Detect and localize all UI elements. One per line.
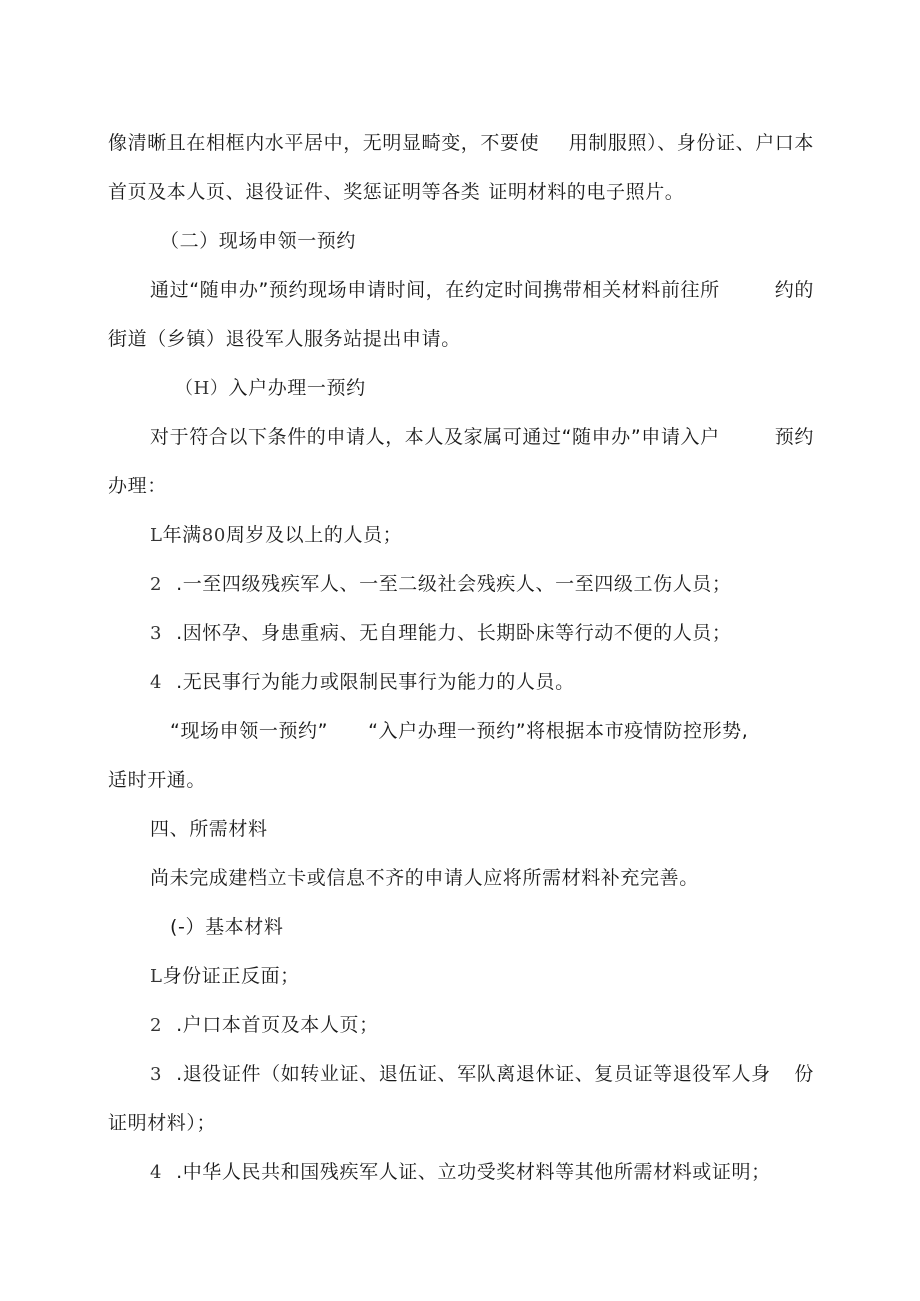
heading-text: 入户办理一预约 <box>228 377 366 399</box>
text-segment: 办理： <box>108 475 167 497</box>
list-item-material-3-line-2 <box>108 1111 216 1135</box>
text-segment: 首页及本人页、退役证件、奖惩证明等各类 <box>108 181 481 203</box>
text-segment: 街道（乡镇）退役军人服务站提出申请。 <box>108 328 461 350</box>
heading-prefix: （H） <box>175 378 229 399</box>
list-number: 2 <box>150 574 163 595</box>
list-number: 3 <box>150 1064 163 1085</box>
list-item-material-3-line-1 <box>150 1062 814 1087</box>
text-segment: 份 <box>794 1063 814 1085</box>
text-segment: 尚未完成建档立卡或信息不齐的申请人应将所需材料补充完善。 <box>150 867 699 889</box>
list-number: 2 <box>150 1015 163 1036</box>
heading-basic-materials <box>170 915 283 939</box>
list-marker: L <box>150 525 163 546</box>
text-segment: “入户办理一预约”将根据本市疫情防控形势, <box>368 720 749 742</box>
heading-required-materials <box>150 817 268 841</box>
text-segment: 适时开通。 <box>108 769 207 791</box>
list-item-condition-4 <box>150 670 575 695</box>
text-segment: .退役证件（如转业证、退伍证、军队离退休证、复员证等退役军人身 <box>176 1063 771 1085</box>
text-segment: “现场申领一预约” <box>170 720 329 742</box>
text-segment: 证明材料）； <box>108 1112 217 1134</box>
paragraph-home-visit-line-2 <box>108 474 167 498</box>
list-number: 4 <box>150 1162 163 1183</box>
text-segment: 用制服照）、身份证、户口本 <box>568 132 814 154</box>
list-number: 3 <box>150 623 163 644</box>
heading-text: (-）基本材料 <box>170 916 284 938</box>
list-item-condition-2 <box>150 572 732 597</box>
text-segment: 通过“随申办”预约现场申请时间，在约定时间携带相关材料前往所 <box>150 279 720 301</box>
text-segment: .因怀孕、身患重病、无自理能力、长期卧床等行动不便的人员； <box>176 622 732 644</box>
paragraph-availability-line-2 <box>108 768 206 792</box>
list-item-material-4 <box>150 1160 771 1185</box>
heading-onsite-appointment <box>160 229 356 253</box>
paragraph-home-visit-line-1 <box>150 425 814 449</box>
text-segment: 证明材料的电子照片。 <box>488 181 685 203</box>
text-segment: .一至四级残疾军人、一至二级社会残疾人、一至四级工伤人员； <box>176 573 732 595</box>
text-segment: 身份证正反面； <box>162 965 300 987</box>
text-segment: .户口本首页及本人页； <box>176 1014 379 1036</box>
paragraph-onsite-line-1 <box>150 278 814 302</box>
list-item-material-1 <box>150 964 300 989</box>
text-segment: 预约 <box>774 426 814 448</box>
list-number: 4 <box>150 672 163 693</box>
age-number: 80 <box>201 525 226 546</box>
paragraph-photo-requirements-line-1 <box>108 131 814 155</box>
text-segment: 对于符合以下条件的申请人，本人及家属可通过“随申办”申请入户 <box>150 426 720 448</box>
list-item-material-2 <box>150 1013 379 1038</box>
text-segment: .无民事行为能力或限制民事行为能力的人员。 <box>176 671 575 693</box>
heading-home-visit-appointment <box>175 376 366 401</box>
list-item-condition-3 <box>150 621 732 646</box>
list-marker: L <box>150 966 163 987</box>
paragraph-availability-line-1 <box>170 719 748 743</box>
text-segment: 年满 <box>162 524 202 546</box>
paragraph-materials-note <box>150 866 699 890</box>
text-segment: 像清晰且在相框内水平居中，无明显畸变，不要使 <box>108 132 540 154</box>
heading-text: （二）现场申领一预约 <box>160 230 357 252</box>
paragraph-photo-requirements-line-2 <box>108 180 684 204</box>
text-segment: 约的 <box>774 279 814 301</box>
list-item-condition-1 <box>150 523 402 548</box>
paragraph-onsite-line-2 <box>108 327 461 351</box>
text-segment: 周岁及以上的人员； <box>225 524 403 546</box>
heading-text: 四、所需材料 <box>150 818 268 840</box>
text-segment: .中华人民共和国残疾军人证、立功受奖材料等其他所需材料或证明； <box>176 1161 771 1183</box>
